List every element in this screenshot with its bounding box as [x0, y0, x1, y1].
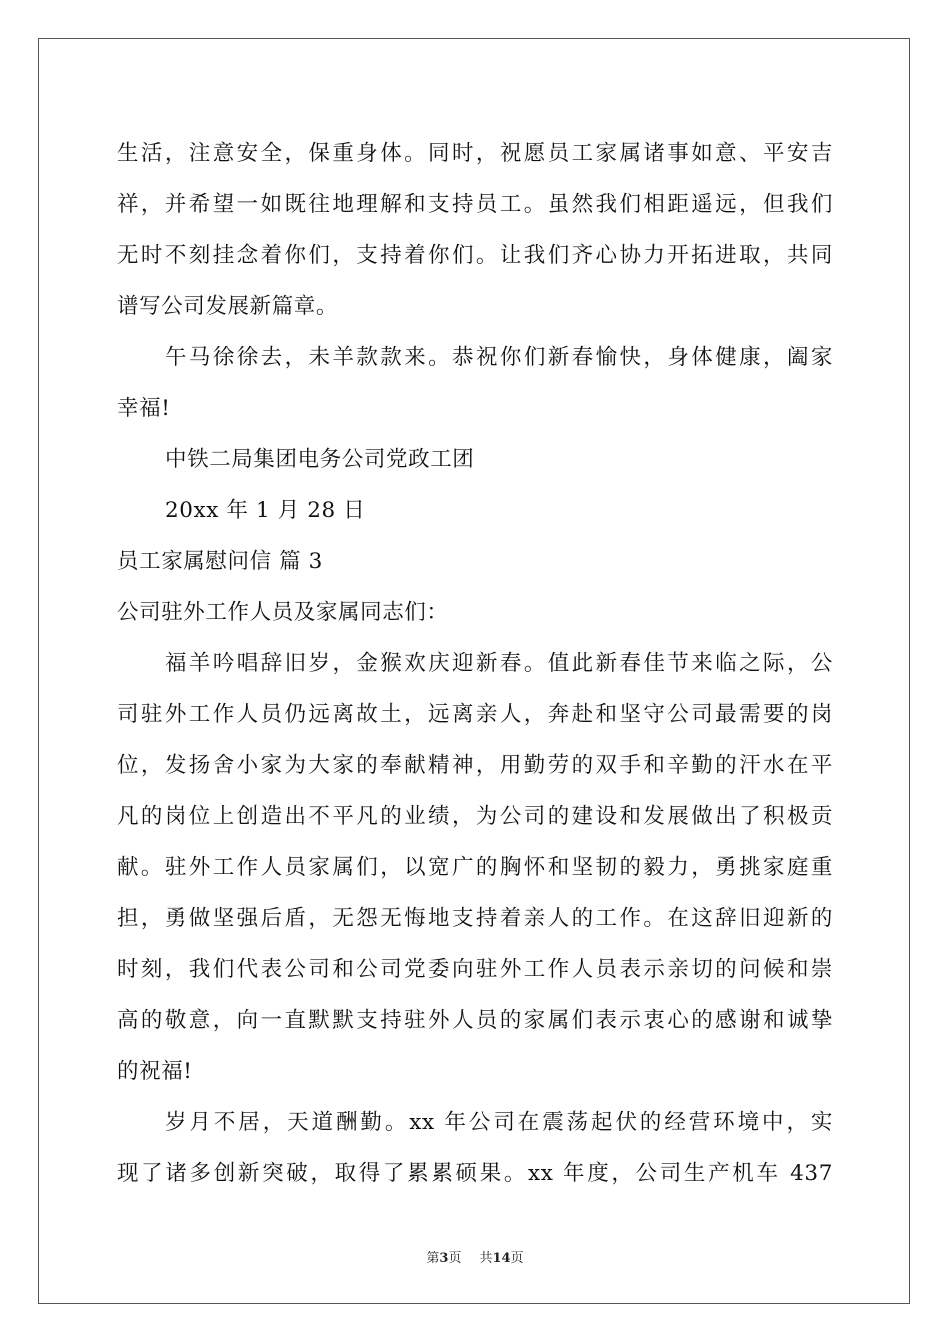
text-line: 凡的岗位上创造出不平凡的业绩，为公司的建设和发展做出了积极贡	[117, 804, 833, 829]
total-pages: 14	[492, 1251, 511, 1266]
total-unit: 页	[510, 1251, 524, 1266]
text-line: 无时不刻挂念着你们，支持着你们。让我们齐心协力开拓进取，共同	[117, 243, 833, 268]
document-body	[117, 128, 833, 1199]
text-line: 生活，注意安全，保重身体。同时，祝愿员工家属诸事如意、平安吉	[117, 141, 833, 166]
page-footer	[0, 1247, 950, 1266]
page-number: 3	[439, 1251, 449, 1266]
signature-organization: 中铁二局集团电务公司党政工团	[165, 447, 475, 472]
text-line: 献。驻外工作人员家属们，以宽广的胸怀和坚韧的毅力，勇挑家庭重	[117, 855, 833, 880]
salutation: 公司驻外工作人员及家属同志们：	[117, 600, 449, 625]
text-line: 的祝福!	[117, 1059, 193, 1084]
page-prefix: 第	[426, 1251, 440, 1266]
page-unit: 页	[448, 1251, 462, 1266]
signature-date: 20xx 年 1 月 28 日	[165, 498, 366, 523]
text-line: 位，发扬舍小家为大家的奉献精神，用勤劳的双手和辛勤的汗水在平	[117, 753, 833, 778]
paragraph-first-line: 午马徐徐去，未羊款款来。恭祝你们新春愉快，身体健康，阖家	[165, 345, 833, 370]
text-line: 谱写公司发展新篇章。	[117, 294, 339, 319]
total-prefix: 共	[479, 1251, 493, 1266]
text-line: 时刻，我们代表公司和公司党委向驻外工作人员表示亲切的问候和崇	[117, 957, 833, 982]
text-line: 高的敬意，向一直默默支持驻外人员的家属们表示衷心的感谢和诚挚	[117, 1008, 833, 1033]
text-line: 幸福!	[117, 396, 171, 421]
section-heading: 员工家属慰问信 篇 3	[117, 549, 323, 574]
text-line: 现了诸多创新突破，取得了累累硕果。xx 年度，公司生产机车 437	[117, 1161, 833, 1186]
paragraph-first-line: 岁月不居，天道酬勤。xx 年公司在震荡起伏的经营环境中，实	[165, 1110, 833, 1135]
text-line: 祥，并希望一如既往地理解和支持员工。虽然我们相距遥远，但我们	[117, 192, 833, 217]
text-line: 司驻外工作人员仍远离故土，远离亲人，奔赴和坚守公司最需要的岗	[117, 702, 833, 727]
text-line: 担，勇做坚强后盾，无怨无悔地支持着亲人的工作。在这辞旧迎新的	[117, 906, 833, 931]
paragraph-first-line: 福羊吟唱辞旧岁，金猴欢庆迎新春。值此新春佳节来临之际，公	[165, 651, 833, 676]
